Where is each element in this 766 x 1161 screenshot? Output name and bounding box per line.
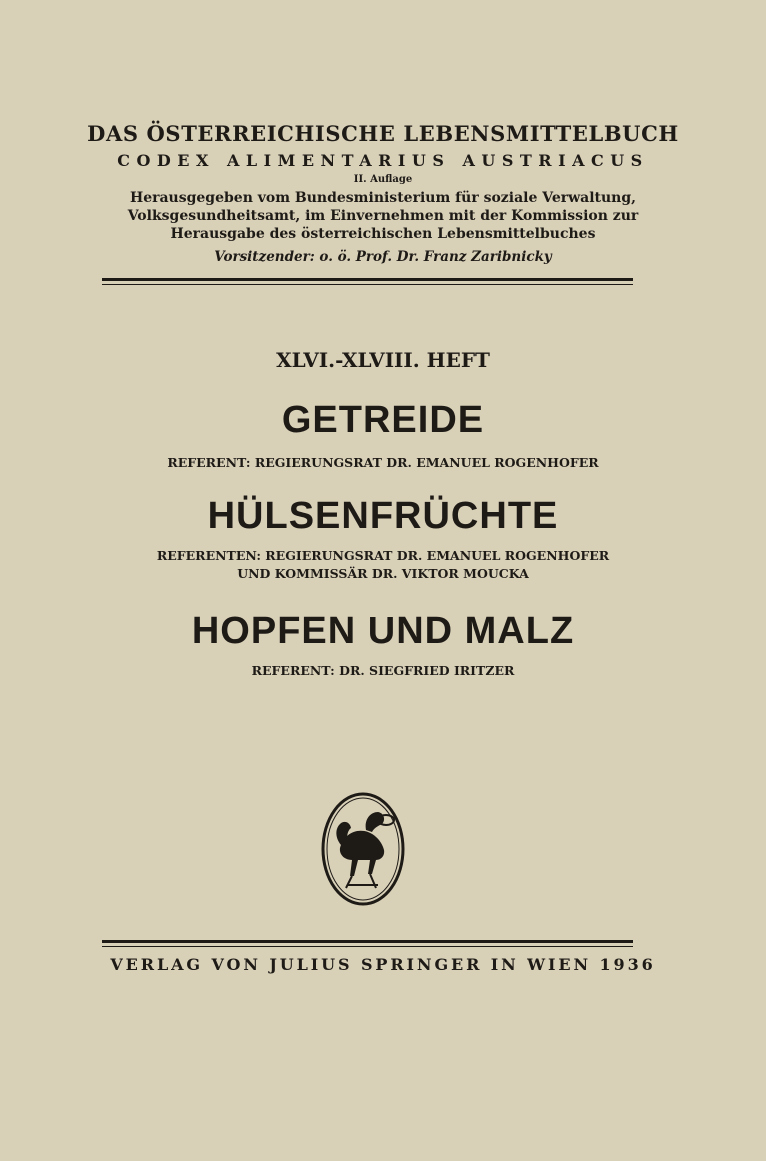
bottom-divider-thin: [102, 946, 633, 947]
publisher-line: Herausgegeben vom Bundesministerium für soziale Verwaltung,: [129, 190, 637, 206]
chairman-line: Vorsitzender: o. ö. Prof. Dr. Franz Zaribnicky: [214, 249, 552, 265]
section-title-huelsenfruechte: HÜLSENFRÜCHTE: [207, 495, 559, 537]
publisher-emblem-icon: [318, 790, 408, 908]
publisher-line: Herausgabe des österreichischen Lebensmittelbuches: [170, 226, 596, 242]
section-title-getreide: GETREIDE: [281, 399, 485, 441]
issue-number: XLVI.-XLVIII. HEFT: [276, 348, 490, 372]
top-divider-thick: [102, 278, 633, 281]
bottom-divider-thick: [102, 940, 633, 943]
referent-line: REFERENT: REGIERUNGSRAT DR. EMANUEL ROGENHOFER: [167, 455, 599, 470]
referent-line: UND KOMMISSÄR DR. VIKTOR MOUCKA: [237, 566, 529, 581]
section-title-hopfen-und-malz: HOPFEN UND MALZ: [191, 610, 575, 652]
publisher-line: Volksgesundheitsamt, im Einvernehmen mit der Kommission zur: [127, 208, 639, 224]
series-latin-title: CODEX ALIMENTARIUS AUSTRIACUS: [117, 151, 649, 170]
referent-line: REFERENT: DR. SIEGFRIED IRITZER: [251, 663, 515, 678]
series-title: DAS ÖSTERREICHISCHE LEBENSMITTELBUCH: [87, 121, 679, 146]
top-divider-thin: [102, 284, 633, 285]
referent-line: REFERENTEN: REGIERUNGSRAT DR. EMANUEL ROGENHOFER: [156, 548, 610, 563]
edition-label: II. Auflage: [353, 174, 413, 185]
publisher-imprint: VERLAG VON JULIUS SPRINGER IN WIEN 1936: [110, 955, 656, 974]
